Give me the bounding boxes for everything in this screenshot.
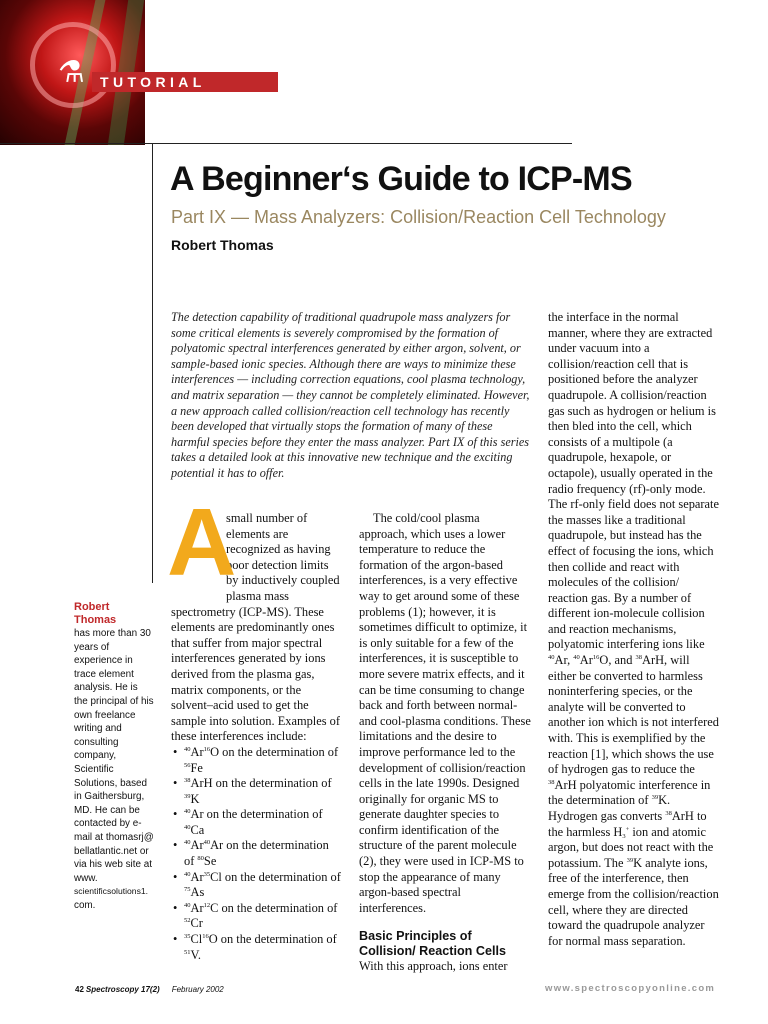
- interference-item: • $^{35}$Cl$^{16}$O on the determination of $^{51}$V.: [171, 932, 341, 963]
- bio-name-line2: Thomas: [74, 614, 117, 626]
- interference-list: [171, 745, 341, 963]
- intro-paragraph: small number of elements are recognized as having poor detection limits by inductively coupled plasma mass spectrometry (ICP-MS). These elements are predominantly ones that suffer from major spectral interferences generated by ions derived from the plasma gas, matrix components, or the solvent–acid used to get the sample into solution. Examples of these interferences include:: [171, 511, 340, 744]
- author-bio-sidebar: [74, 601, 154, 912]
- article-author: Robert Thomas: [171, 237, 274, 253]
- body-column-3: [548, 310, 720, 949]
- interference-item: • $^{40}$Ar$^{40}$Ar on the determination of $^{80}$Se: [171, 838, 341, 869]
- bio-name-line1: Robert: [74, 601, 110, 613]
- journal-name: Spectroscopy 17(2): [85, 985, 160, 994]
- bio-website: scientificsolutions1.: [74, 886, 149, 897]
- lab-sample-icon: ⚗: [58, 55, 85, 90]
- page-number: 42: [75, 985, 84, 994]
- issue-date: February 2002: [171, 985, 224, 994]
- interference-item: • $^{40}$Ar$^{16}$O on the determination of $^{56}$Fe: [171, 745, 341, 776]
- header-divider: [0, 143, 572, 144]
- body-column-1: [167, 489, 341, 963]
- article-subtitle: Part IX — Mass Analyzers: Collision/Reaction Cell Technology: [171, 207, 666, 227]
- section-heading: Basic Principles of Collision/ Reaction Cells: [359, 929, 506, 959]
- bio-website-end: com.: [74, 899, 96, 911]
- footer-website[interactable]: www.spectroscopyonline.com: [545, 983, 716, 994]
- cool-plasma-paragraph: The cold/cool plasma approach, which uses a lower temperature to reduce the formation of the argon-based interferences, is a very effective way to get around some of these problems (1); however, it is sometimes difficult to optimize, it is only suitable for a few of the interferences, it is susceptible to more severe matrix effects, and it can be time consuming to change back and forth between normal- and cool-plasma conditions. These limitations and the desire to improve performance led to the development of collision/reaction cells in the late 1990s. Designed originally for organic MS to generate daughter species to confirm identification of the structure of the parent molecule (2), they were used in ICP-MS to stop the appearance of many argon-based spectral interferences.: [359, 511, 531, 915]
- bio-text: has more than 30 years of experience in trace element analysis. He is the principal of his own freelance writing and consulting company, Scientific Solutions, based in Gaithersburg, MD. He can be contacted by e-mail at thomasrj@ bellatlantic.net or via his web site at www. scientificsolutions1. com.: [74, 628, 154, 911]
- collision-cell-paragraph: the interface in the normal manner, where they are extracted under vacuum into a collision/reaction cell that is positioned before the analyzer quadrupole. A collision/reaction gas such as hydrogen or helium is then bled into the cell, which consists of a multipole (a quadrupole, hexapole, or octapole), usually operated in the radio frequency (rf)-only mode. The rf-only field does not separate the masses like a traditional quadrupole, but instead has the effect of focusing the ions, which then collide and react with molecules of the collision/ reaction gas. By a number of different ion-molecule collision and reaction mechanisms, polyatomic interfering ions like $^{40}$Ar, $^{40}$Ar$^{16}$O, and $^{38}$ArH, will either be converted to harmless noninterfering species, or the analyte will be converted to another ion which is not interfered with. This is exemplified by the reaction [1], which shows the use of hydrogen gas to reduce the $^{38}$ArH polyatomic interference in the determination of $^{39}$K. Hydrogen gas converts $^{38}$ArH to the harmless $H_3^+$ ion and atomic argon, but does not react with the potassium. The $^{39}$K analyte ions, free of the interference, then emerge from the collision/reaction cell, where they are directed toward the quadrupole analyzer for normal mass separation.: [548, 310, 720, 948]
- section-label: TUTORIAL: [100, 74, 206, 90]
- article-abstract: The detection capability of traditional quadrupole mass analyzers for some critical elements is severely compromised by the formation of polyatomic spectral interferences generated by either argon, solvent, or sample-based ionic species. Although there are ways to minimize these interferences — including correction equations, cool plasma technology, and matrix separation — they cannot be completely eliminated. However, a new approach called collision/reaction cell technology has recently been developed that virtually stops the formation of many of these harmful species before they enter the mass analyzer. Part IX of this series takes a detailed look at this innovative new technique and the exciting potential it has to offer.: [171, 310, 530, 480]
- drop-cap: A: [167, 489, 237, 596]
- section-paragraph: With this approach, ions enter: [359, 959, 508, 974]
- interference-item: • $^{40}$Ar$^{12}$C on the determination of $^{52}$Cr: [171, 901, 341, 932]
- footer-citation: [75, 985, 224, 994]
- article-title: A Beginner‘s Guide to ICP-MS: [170, 160, 632, 198]
- vertical-divider: [152, 143, 153, 583]
- interference-item: • $^{40}$Ar$^{35}$Cl on the determination of $^{75}$As: [171, 870, 341, 901]
- interference-item: • $^{38}$ArH on the determination of $^{39}$K: [171, 776, 341, 807]
- body-column-2: [359, 511, 531, 975]
- interference-item: • $^{40}$Ar on the determination of $^{40}$Ca: [171, 807, 341, 838]
